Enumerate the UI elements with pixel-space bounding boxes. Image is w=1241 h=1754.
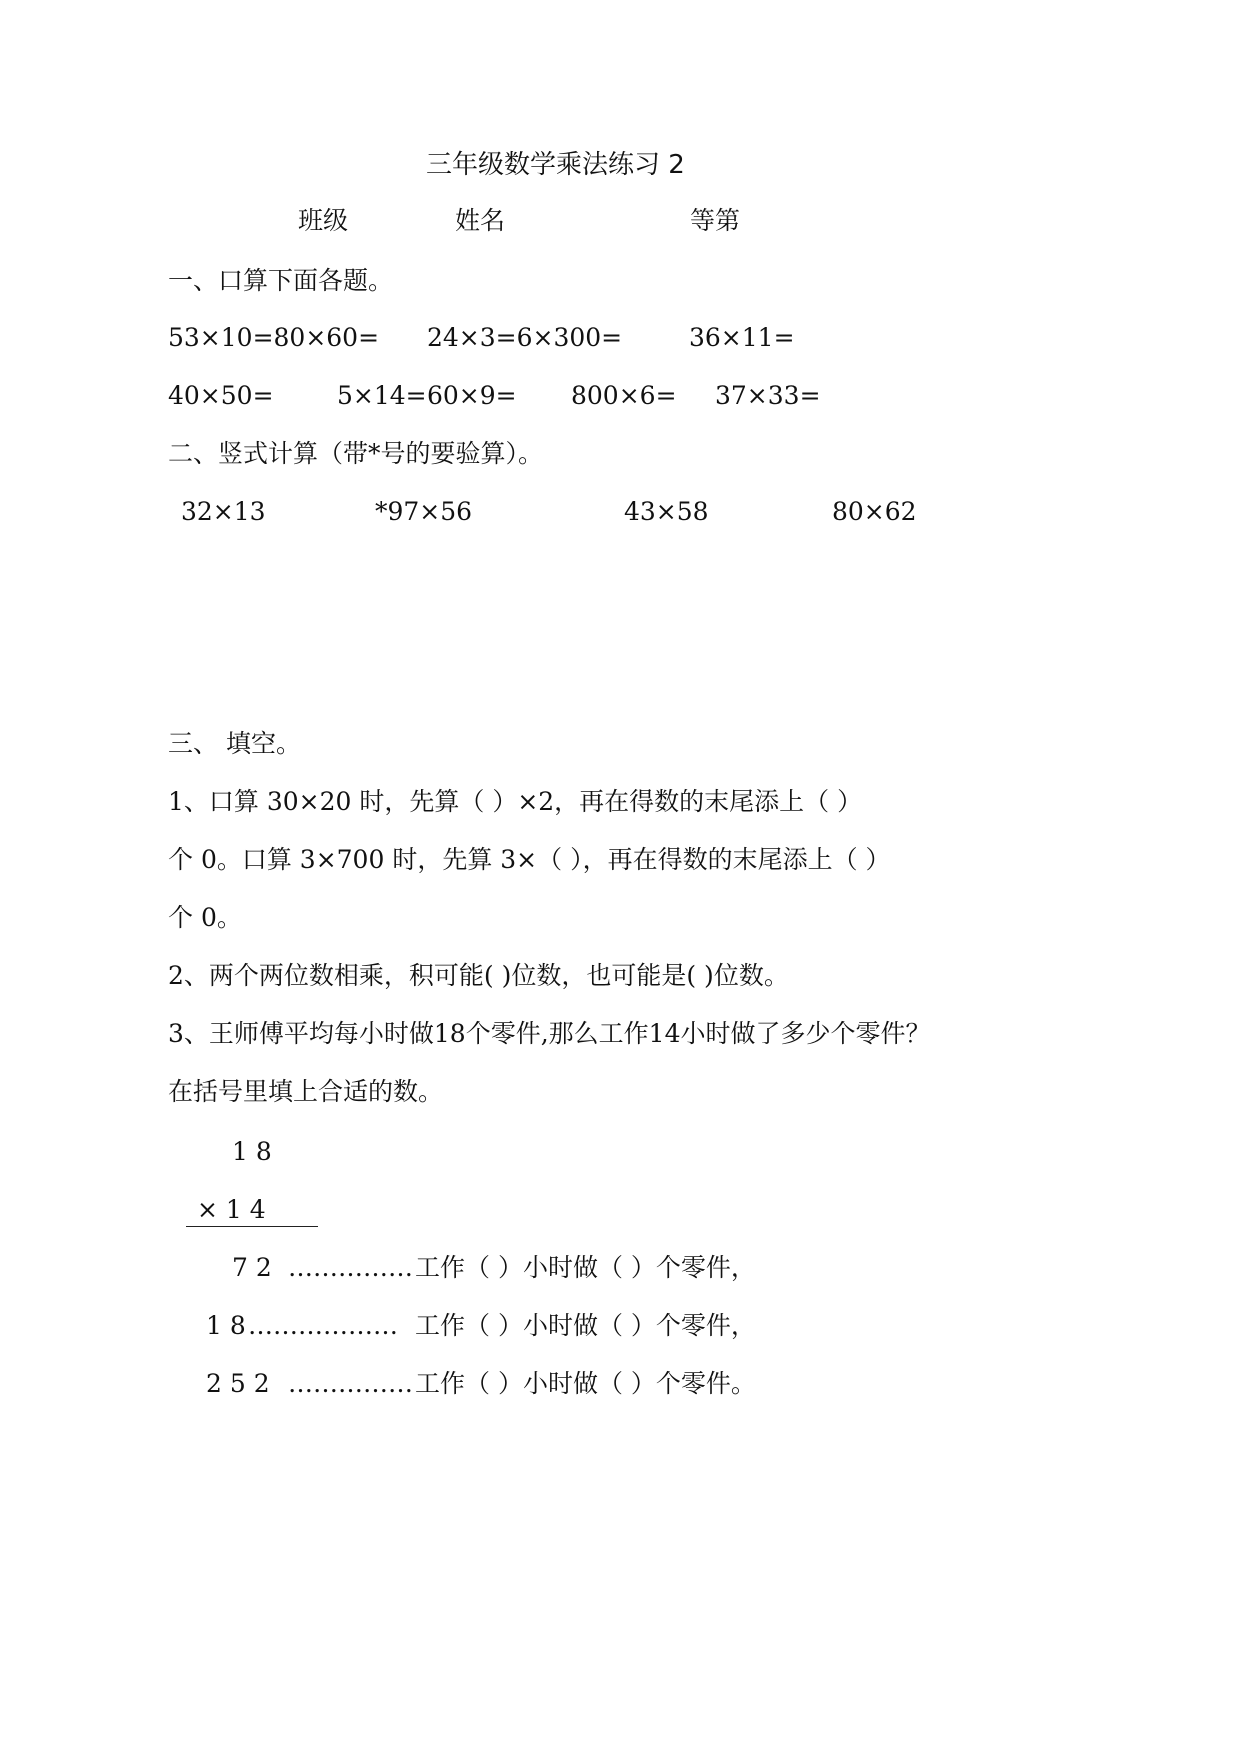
oral-problem: 5×14= (337, 381, 427, 410)
oral-problem: 40×50= (168, 381, 274, 410)
leader-dots: ……………… (248, 1311, 398, 1340)
oral-problem: 24×3=6×300= (427, 323, 623, 352)
partial-product: 7 2 (232, 1253, 272, 1282)
section1-heading: 一、口算下面各题。 (168, 266, 394, 295)
page-title: 三年级数学乘法练习 2 (426, 150, 685, 180)
oral-problem: 53×10=80×60= (168, 323, 380, 352)
vertical-problem: *97×56 (375, 497, 473, 526)
question-1-line-3: 个 0。 (168, 903, 242, 932)
question-2: 2、两个两位数相乘，积可能( )位数，也可能是( )位数。 (168, 961, 789, 990)
question-1-line-2: 个 0。口算 3×700 时，先算 3×（ ），再在得数的末尾添上（ ） (168, 845, 891, 874)
name-label: 姓名 (455, 206, 506, 235)
vertical-problem: 80×62 (832, 497, 917, 526)
oral-problem: 37×33= (715, 381, 821, 410)
class-label: 班级 (298, 206, 349, 235)
vertical-problem: 32×13 (181, 497, 266, 526)
vertical-problem: 43×58 (624, 497, 709, 526)
fill-blank-text: 工作（ ）小时做（ ）个零件， (415, 1311, 756, 1340)
vertical-divider-line (186, 1226, 318, 1227)
oral-problem: 36×11= (689, 323, 795, 352)
leader-dots: …………… (288, 1253, 413, 1282)
grade-label: 等第 (690, 206, 741, 235)
leader-dots: …………… (288, 1369, 413, 1398)
partial-product: 1 8 (206, 1311, 246, 1340)
oral-problem: 60×9= (427, 381, 517, 410)
fill-blank-text: 工作（ ）小时做（ ）个零件。 (415, 1369, 756, 1398)
section3-heading: 三、 填空。 (168, 729, 301, 758)
vertical-multiplier: × 1 4 (197, 1195, 266, 1224)
question-3-line-2: 在括号里填上合适的数。 (168, 1077, 444, 1106)
vertical-top-number: 1 8 (232, 1137, 272, 1166)
oral-problem: 800×6= (571, 381, 677, 410)
final-product: 2 5 2 (206, 1369, 270, 1398)
question-1-line-1: 1、口算 30×20 时，先算（ ）×2，再在得数的末尾添上（ ） (168, 787, 863, 816)
question-3-line-1: 3、王师傅平均每小时做18个零件,那么工作14小时做了多少个零件？ (168, 1019, 931, 1048)
fill-blank-text: 工作（ ）小时做（ ）个零件， (415, 1253, 756, 1282)
section2-heading: 二、竖式计算（带*号的要验算）。 (168, 439, 544, 468)
